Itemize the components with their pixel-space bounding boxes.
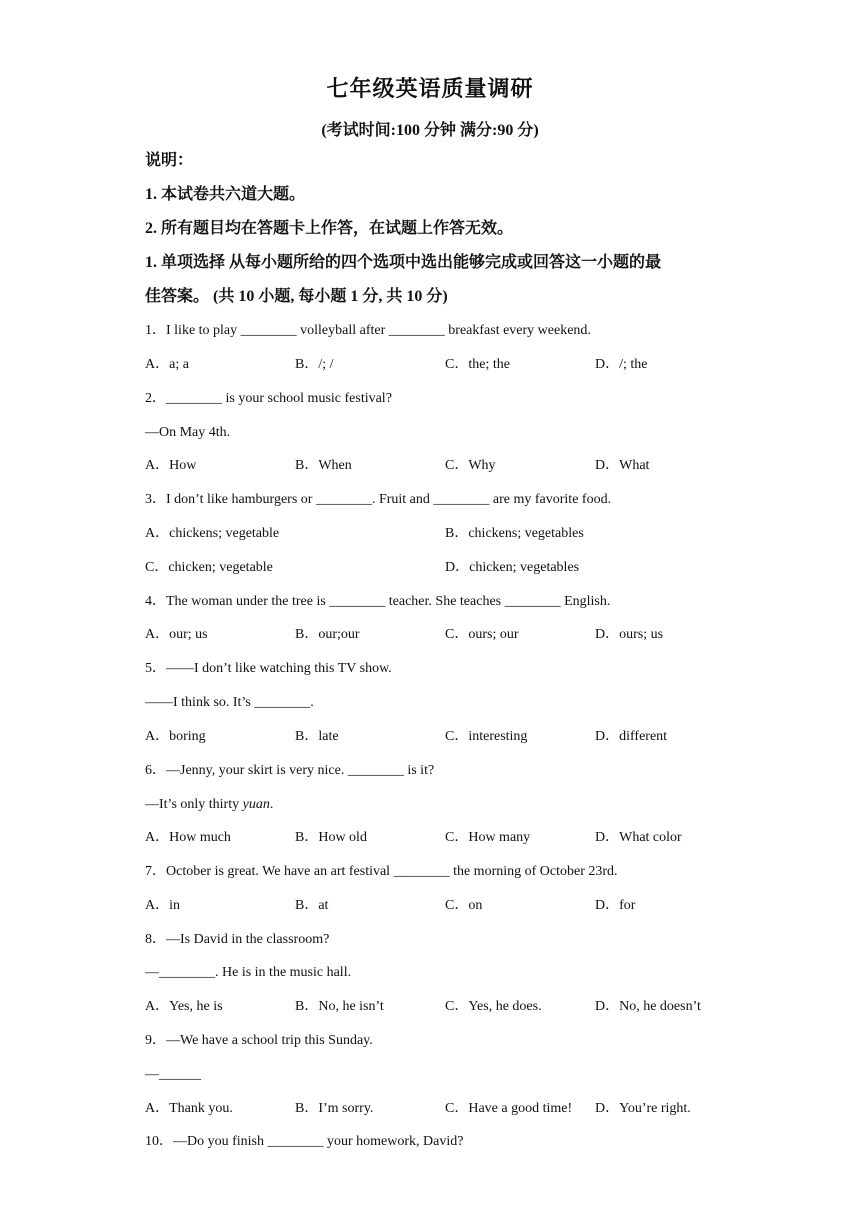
question-6-option-a: A．How much [145,830,231,845]
question-5-reply: ——I think so. It’s ________. [145,695,314,710]
question-2-option-b: B．When [295,458,352,473]
question-6-stem: 6．—Jenny, your skirt is very nice. ________ is it? [145,763,435,778]
question-5-stem: 5．——I don’t like watching this TV show. [145,661,392,676]
question-4-option-d: D．ours; us [595,627,664,642]
question-5-option-c: C．interesting [445,729,528,744]
question-6-option-d: D．What color [595,830,682,845]
question-3-option-a: A．chickens; vegetable [145,526,280,541]
question-6-reply-suffix: . [269,797,274,812]
question-8-option-a: A．Yes, he is [145,999,223,1014]
question-7-option-a: A．in [145,898,180,913]
question-8-option-c: C．Yes, he does. [445,999,542,1014]
question-1-option-a: A．a; a [145,357,189,372]
question-1-option-d: D．/; the [595,357,648,372]
question-2-option-d: D．What [595,458,650,473]
question-9-option-d: D．You’re right. [595,1101,691,1116]
question-8-option-d: D．No, he doesn’t [595,999,701,1014]
question-6-reply [145,795,273,815]
question-1-option-c: C．the; the [445,357,510,372]
question-10-stem: 10．—Do you finish ________ your homework, David? [145,1134,464,1149]
exam-info: (考试时间:100 分钟 满分:90 分) [321,122,539,139]
question-3-option-b: B．chickens; vegetables [445,526,584,541]
question-2-stem: 2．________ is your school music festival? [145,391,392,406]
question-6-option-c: C．How many [445,830,531,845]
question-9-stem: 9．—We have a school trip this Sunday. [145,1033,373,1048]
question-1-option-b: B．/; / [295,357,334,372]
question-8-option-b: B．No, he isn’t [295,999,384,1014]
question-9-option-c: C．Have a good time! [445,1101,573,1116]
question-5-option-a: A．boring [145,729,206,744]
question-6-reply-italic: yuan [242,797,270,812]
page-title: 七年级英语质量调研 [326,76,534,101]
question-7-option-b: B．at [295,898,329,913]
question-2-option-c: C．Why [445,458,496,473]
question-5-option-d: D．different [595,729,668,744]
question-1-stem: 1．I like to play ________ volleyball after ________ breakfast every weekend. [145,323,591,338]
question-5-option-b: B．late [295,729,339,744]
question-4-option-b: B．our;our [295,627,360,642]
question-3-option-d: D．chicken; vegetables [445,560,580,575]
question-7-option-d: D．for [595,898,636,913]
question-4-stem: 4．The woman under the tree is ________ teacher. She teaches ________ English. [145,594,611,609]
question-3-option-c: C．chicken; vegetable [145,560,273,575]
question-8-stem: 8．—Is David in the classroom? [145,932,330,947]
question-7-stem: 7．October is great. We have an art festival ________ the morning of October 23rd. [145,864,618,879]
question-6-option-b: B．How old [295,830,367,845]
instruction-item-2: 2. 所有题目均在答题卡上作答，在试题上作答无效。 [145,220,514,237]
question-4-option-c: C．ours; our [445,627,519,642]
question-9-reply: —______ [145,1067,201,1082]
question-7-option-c: C．on [445,898,483,913]
instruction-item-1: 1. 本试卷共六道大题。 [145,186,306,203]
section-heading-line-2: 佳答案。 (共 10 小题, 每小题 1 分, 共 10 分) [145,288,448,305]
question-3-stem: 3．I don’t like hamburgers or ________. Fruit and ________ are my favorite food. [145,492,612,507]
instructions-heading: 说明： [145,152,194,169]
question-9-option-b: B．I’m sorry. [295,1101,374,1116]
question-2-option-a: A．How [145,458,197,473]
question-4-option-a: A．our; us [145,627,208,642]
section-heading-line-1: 1. 单项选择 从每小题所给的四个选项中选出能够完成或回答这一小题的最 [145,254,662,271]
question-8-reply: —________. He is in the music hall. [145,965,352,980]
question-2-reply: —On May 4th. [145,425,231,440]
question-9-option-a: A．Thank you. [145,1101,233,1116]
question-6-reply-prefix: —It’s only thirty [145,797,243,812]
